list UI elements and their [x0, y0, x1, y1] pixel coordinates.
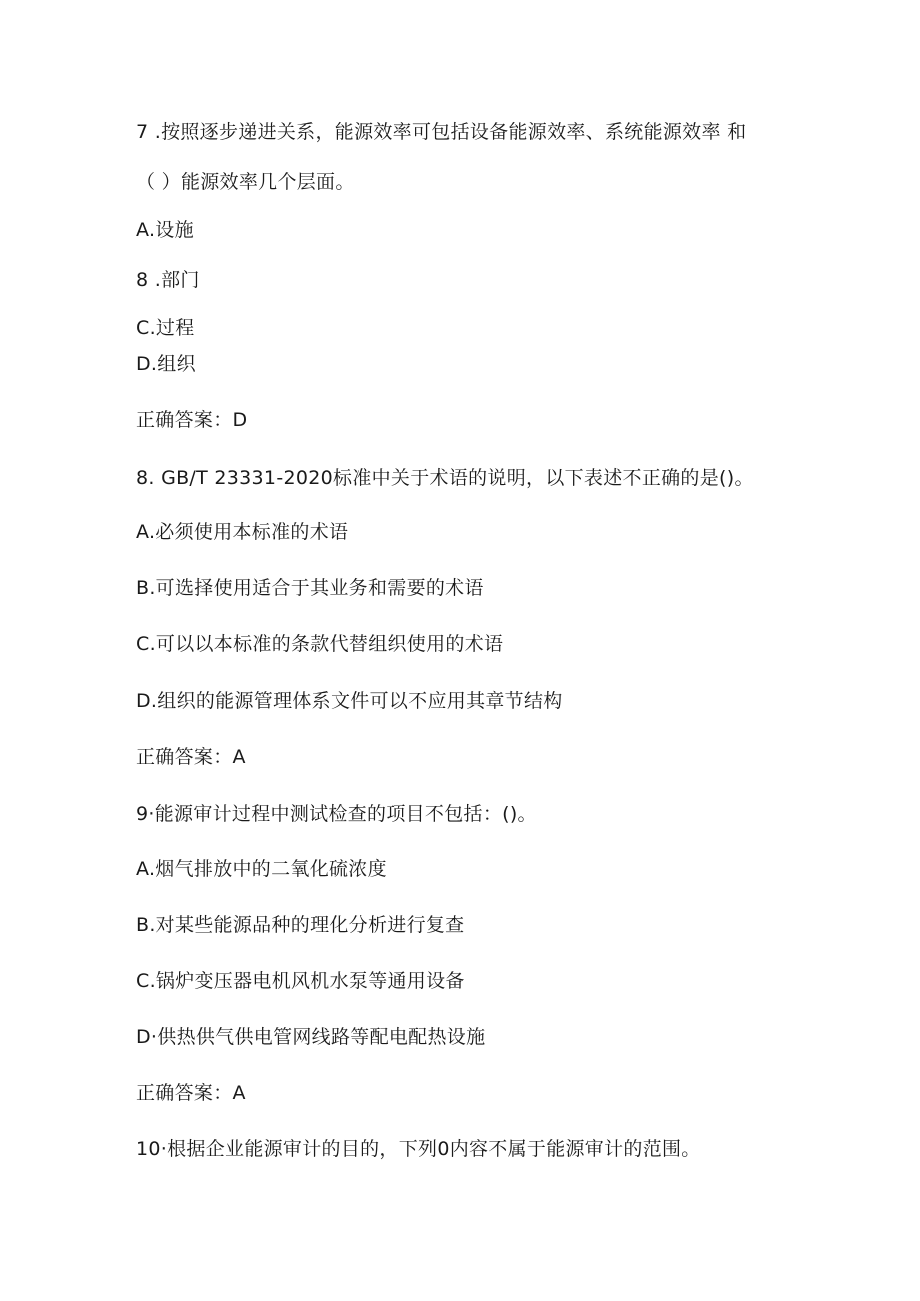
question-7-stem-line-2: （ ）能源效率几个层面。 — [136, 171, 355, 193]
question-8-answer: 正确答案：A — [136, 746, 246, 768]
question-9-answer: 正确答案：A — [136, 1082, 246, 1104]
question-7-option-b: 8 .部门 — [136, 269, 200, 291]
question-7-answer: 正确答案：D — [136, 409, 248, 431]
question-9-option-b: B.对某些能源品种的理化分析进行复查 — [136, 914, 465, 936]
question-8-option-d: D.组织的能源管理体系文件可以不应用其章节结构 — [136, 690, 563, 712]
question-9-option-d: D·供热供气供电管网线路等配电配热设施 — [136, 1026, 486, 1048]
question-9-option-c: C.锅炉变压器电机风机水泵等通用设备 — [136, 970, 465, 992]
question-10-stem: 10·根据企业能源审计的目的，下列0内容不属于能源审计的范围。 — [136, 1138, 701, 1160]
question-8-option-a: A.必须使用本标准的术语 — [136, 521, 349, 543]
question-9-stem: 9·能源审计过程中测试检查的项目不包括：()。 — [136, 803, 537, 825]
question-8-stem: 8. GB/T 23331-2020标准中关于术语的说明，以下表述不正确的是()。 — [136, 467, 754, 489]
question-7-stem-line-1: 7 .按照逐步递进关系，能源效率可包括设备能源效率、系统能源效率 和 — [136, 121, 747, 143]
question-7-option-a: A.设施 — [136, 219, 194, 241]
question-8-option-b: B.可选择使用适合于其业务和需要的术语 — [136, 577, 484, 599]
question-7-option-c: C.过程 — [136, 317, 195, 339]
question-7-option-d: D.组织 — [136, 353, 196, 375]
question-9-option-a: A.烟气排放中的二氧化硫浓度 — [136, 858, 387, 880]
question-8-option-c: C.可以以本标准的条款代替组织使用的术语 — [136, 633, 504, 655]
